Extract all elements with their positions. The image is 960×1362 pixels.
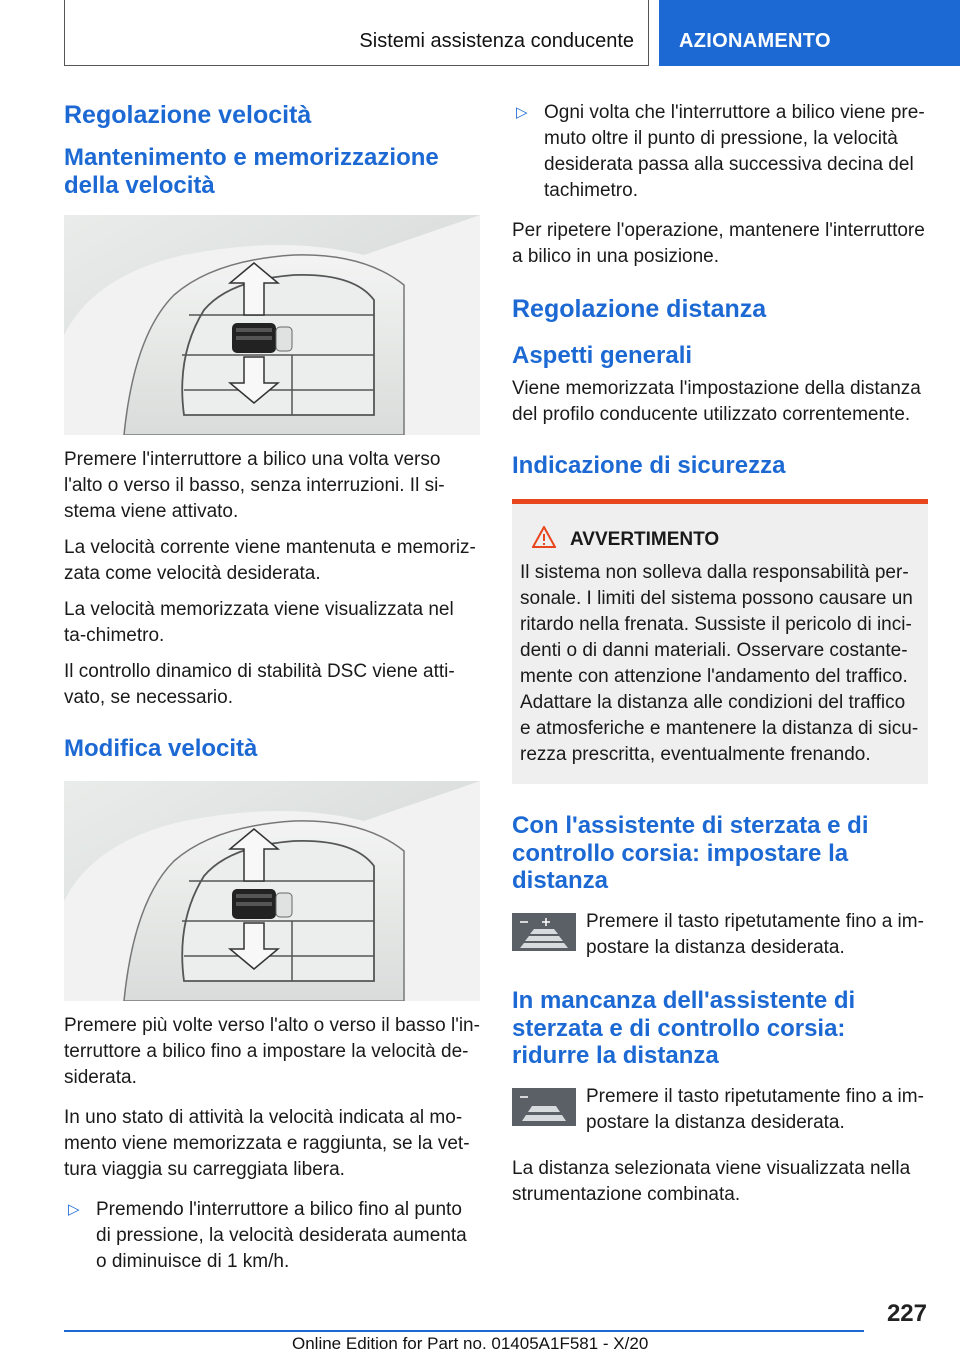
distance-increase-button-icon xyxy=(512,913,576,951)
paragraph-press-repeatedly: Premere più volte verso l'alto o verso il basso l'in-terruttore a bilico fino a impostare la velocità de-siderata. xyxy=(64,1014,480,1088)
bullet-1kmh-text: Premendo l'interruttore a bilico fino al punto di pressione, la velocità desiderata aumenta o diminuisce di 1 km/h. xyxy=(96,1198,467,1272)
heading-maintain-speed: Mantenimento e memorizzazione della velocità xyxy=(64,144,439,199)
warning-text: Il sistema non solleva dalla responsabilità per-sonale. I limiti del sistema possono causare un ritardo nella frenata. Sussiste il pericolo di inci-denti o di danni materiali. Osservare costante-mente con attenzione l'andamento del traffico. Adattare la distanza alle condizioni del traffico e atmosferiche e mantenere la distanza di sicu-rezza prescritta, eventualmente frenando. xyxy=(520,562,919,766)
paragraph-profile: Viene memorizzata l'impostazione della distanza del profilo conducente utilizzato correntemente. xyxy=(512,377,921,425)
heading-general-aspects: Aspetti generali xyxy=(512,342,693,369)
footer-edition: Online Edition for Part no. 01405A1F581 - X/20 xyxy=(292,1334,649,1353)
paragraph-active-state: In uno stato di attività la velocità indicata al mo-mento viene memorizzata e raggiunta, se la vet-tura viaggia su carreggiata libera. xyxy=(64,1106,470,1180)
heading-distance-control: Regolazione distanza xyxy=(512,295,767,323)
bullet-decade-text: Ogni volta che l'interruttore a bilico viene pre-muto oltre il punto di pressione, la velocità desiderata passa alla successiva decina del tachimetro. xyxy=(544,102,925,201)
header-chapter-box xyxy=(659,0,960,66)
paragraph-press-once: Premere l'interruttore a bilico una volta verso l'alto o verso il basso, senza interruzioni. Il si-stema viene attivato. xyxy=(64,449,445,523)
bullet-decade xyxy=(512,100,928,204)
paragraph-press-key-2: Premere il tasto ripetutamente fino a im-postare la distanza desiderata. xyxy=(586,1085,924,1133)
header-section-title: Sistemi assistenza conducente xyxy=(359,30,634,52)
warning-title-text: AVVERTIMENTO xyxy=(570,529,720,551)
heading-speed-control: Regolazione velocità xyxy=(64,101,312,129)
left-column xyxy=(64,100,480,1285)
heading-without-assistant: In mancanza dell'assistente di sterzata e di controllo corsia: ridurre la distanza xyxy=(512,986,856,1070)
increase-distance-row xyxy=(512,909,928,961)
paragraph-speed-stored: La velocità corrente viene mantenuta e memoriz-zata come velocità desiderata. xyxy=(64,537,476,585)
footer-divider xyxy=(64,1330,864,1332)
warning-box xyxy=(512,499,928,784)
paragraph-dsc: Il controllo dinamico di stabilità DSC viene atti-vato, se necessario. xyxy=(64,661,455,709)
right-column xyxy=(512,100,928,1218)
paragraph-speedometer: La velocità memorizzata viene visualizzata nel ta-chimetro. xyxy=(64,599,454,647)
heading-with-assistant: Con l'assistente di sterzata e di controllo corsia: impostare la distanza xyxy=(512,812,869,895)
warning-title xyxy=(532,526,920,554)
distance-decrease-button-icon xyxy=(512,1088,576,1126)
paragraph-repeat: Per ripetere l'operazione, mantenere l'interruttore a bilico in una posizione. xyxy=(512,220,925,267)
warning-triangle-icon xyxy=(532,526,556,554)
header-section-box xyxy=(64,0,649,66)
steering-wheel-switch-image xyxy=(64,215,480,435)
steering-wheel-switch-image-2 xyxy=(64,781,480,1001)
heading-change-speed: Modifica velocità xyxy=(64,735,258,763)
reduce-distance-row xyxy=(512,1084,928,1136)
triangle-bullet-icon: ▷ xyxy=(516,104,528,121)
bullet-1kmh xyxy=(64,1197,480,1275)
header-chapter-title: AZIONAMENTO xyxy=(679,30,831,52)
heading-safety-note: Indicazione di sicurezza xyxy=(512,451,786,479)
paragraph-instrument-cluster: La distanza selezionata viene visualizzata nella strumentazione combinata. xyxy=(512,1157,911,1205)
triangle-bullet-icon: ▷ xyxy=(68,1200,80,1218)
page-number: 227 xyxy=(886,1300,927,1327)
paragraph-press-key-1: Premere il tasto ripetutamente fino a im-postare la distanza desiderata. xyxy=(586,910,924,958)
